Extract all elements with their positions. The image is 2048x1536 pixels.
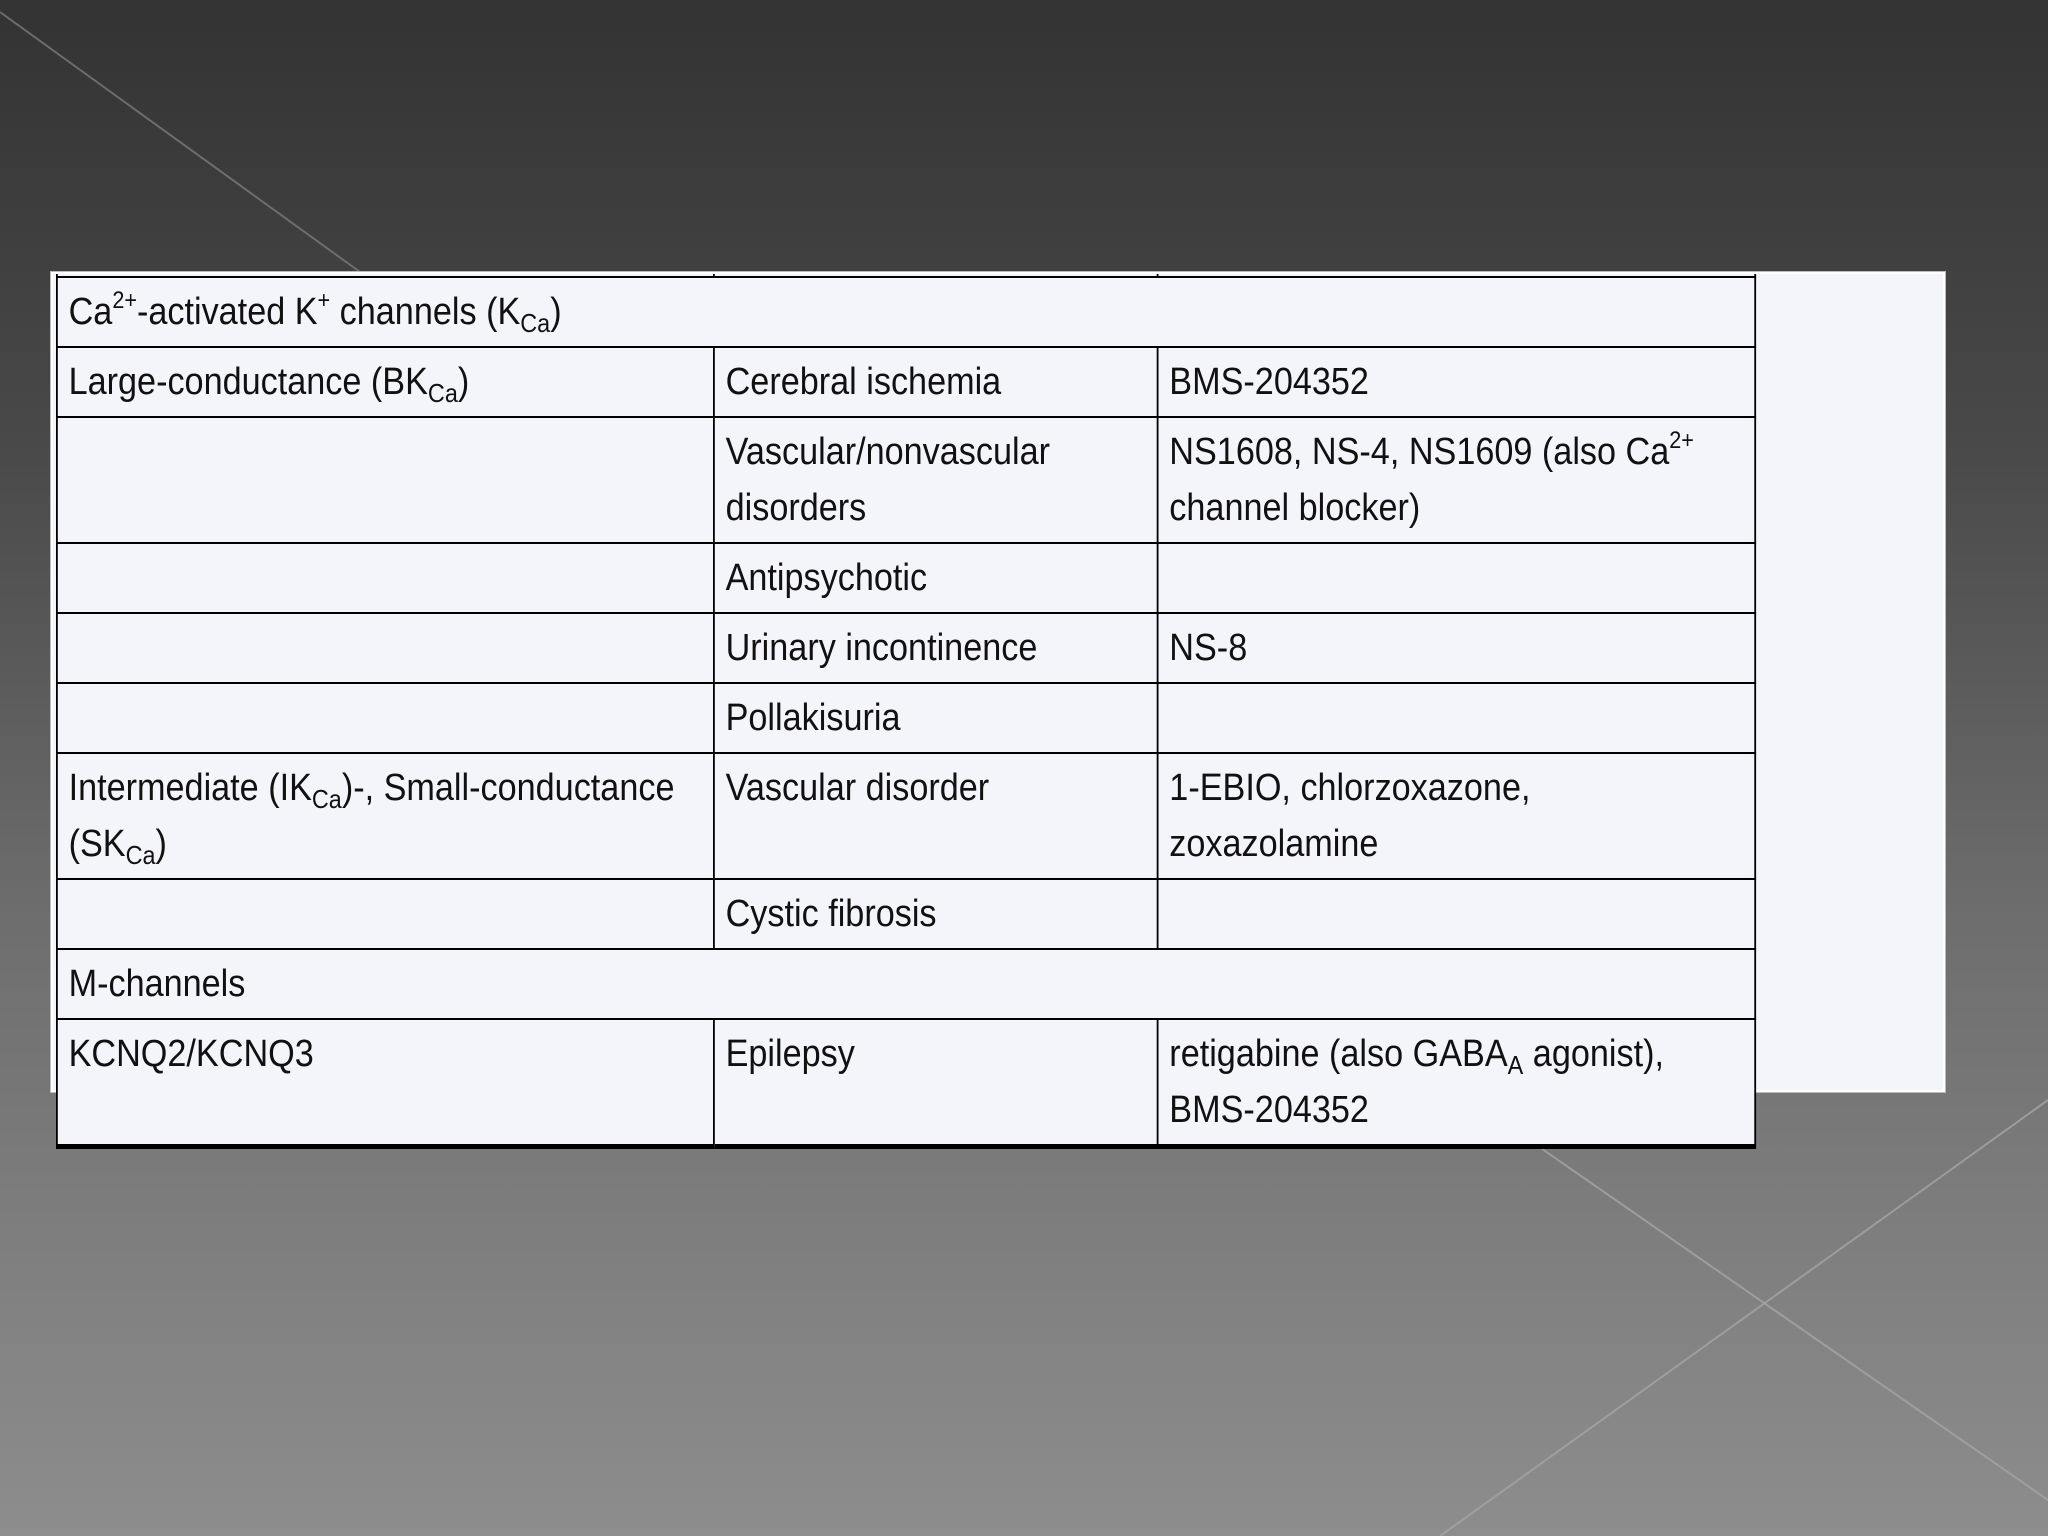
indication-cell: Cerebral ischemia: [714, 347, 1158, 417]
channel-cell: Intermediate $(IK_{Ca})-$, Small-conductance $(SK_{Ca})$: [57, 753, 714, 879]
compound-cell: NS1608, NS-4, NS1609 (also $Ca^{2+}$ channel blocker): [1158, 417, 1756, 543]
section-row-m-channels: [57, 949, 1755, 1019]
compound-cell: BMS-204352: [1158, 347, 1756, 417]
indication-cell: Pollakisuria: [714, 683, 1158, 753]
section-row-kca: [57, 277, 1755, 347]
channel-cell: [57, 543, 714, 613]
indication-cell: Epilepsy: [714, 1019, 1158, 1147]
table-row: [57, 683, 1755, 753]
channel-cell: [57, 683, 714, 753]
table-row: [57, 753, 1755, 879]
table-row: [57, 879, 1755, 949]
channels-table-panel: [51, 272, 1945, 1131]
indication-cell: Urinary incontinence: [714, 613, 1158, 683]
compound-cell: retigabine (also $GABA_A$ agonist), BMS-204352: [1158, 1019, 1756, 1147]
compound-cell: 1-EBIO, chlorzoxazone, zoxazolamine: [1158, 753, 1756, 879]
indication-cell: Cystic fibrosis: [714, 879, 1158, 949]
channel-cell: [57, 879, 714, 949]
indication-cell: Vascular/nonvascular disorders: [714, 417, 1158, 543]
table-row: [57, 417, 1755, 543]
table-row: [57, 1019, 1755, 1147]
compound-cell: [1158, 683, 1756, 753]
channels-table: [56, 274, 1756, 1149]
table-row: [57, 347, 1755, 417]
channel-cell: [57, 417, 714, 543]
compound-cell: NS-8: [1158, 613, 1756, 683]
section-heading-m-channels: M-channels: [57, 949, 1755, 1019]
channel-cell: [57, 613, 714, 683]
indication-cell: Vascular disorder: [714, 753, 1158, 879]
channel-cell: KCNQ2/KCNQ3: [57, 1019, 714, 1147]
table-row: [57, 613, 1755, 683]
compound-cell: [1158, 879, 1756, 949]
table-row: [57, 543, 1755, 613]
channel-cell: Large-conductance $(BK_{Ca})$: [57, 347, 714, 417]
compound-cell: [1158, 543, 1756, 613]
indication-cell: Antipsychotic: [714, 543, 1158, 613]
section-heading-kca: $Ca^{2+}$-activated K+ channels $(K_{Ca})$: [57, 277, 1755, 347]
